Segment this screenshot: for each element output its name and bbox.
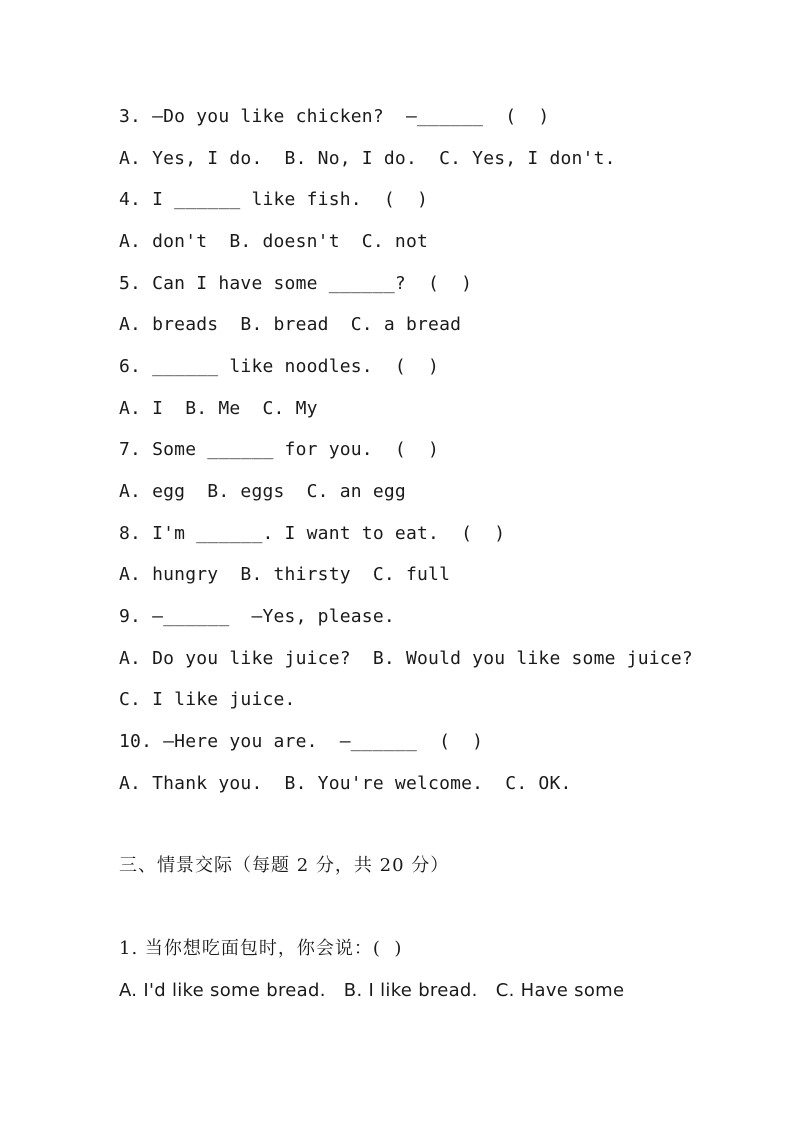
question-9: 9. —______ —Yes, please. xyxy=(119,606,395,627)
question-6: 6. ______ like noodles. ( ) xyxy=(119,356,440,377)
question-10-options: A. Thank you. B. You're welcome. C. OK. xyxy=(119,773,572,794)
question-9-options-ab: A. Do you like juice? B. Would you like some juice? xyxy=(119,648,693,669)
question-8: 8. I'm ______. I want to eat. ( ) xyxy=(119,523,506,544)
question-5-options: A. breads B. bread C. a bread xyxy=(119,314,462,335)
question-5: 5. Can I have some ______? ( ) xyxy=(119,273,473,294)
question-3-options: A. Yes, I do. B. No, I do. C. Yes, I don't. xyxy=(119,148,616,169)
question-7-options: A. egg B. eggs C. an egg xyxy=(119,481,406,502)
question-6-options: A. I B. Me C. My xyxy=(119,398,318,419)
section-heading: 三、情景交际（每题 2 分，共 20 分） xyxy=(119,855,450,876)
situational-question-1: 1. 当你想吃面包时，你会说：( ) xyxy=(119,938,403,959)
question-9-options-c: C. I like juice. xyxy=(119,689,296,710)
question-4-options: A. don't B. doesn't C. not xyxy=(119,231,429,252)
question-8-options: A. hungry B. thirsty C. full xyxy=(119,564,451,585)
question-4: 4. I ______ like fish. ( ) xyxy=(119,189,429,210)
situational-question-1-options: A. I'd like some bread. B. I like bread. C. Have some xyxy=(119,980,625,1001)
question-7: 7. Some ______ for you. ( ) xyxy=(119,439,440,460)
question-10: 10. —Here you are. —______ ( ) xyxy=(119,731,484,752)
question-3: 3. —Do you like chicken? —______ ( ) xyxy=(119,106,550,127)
